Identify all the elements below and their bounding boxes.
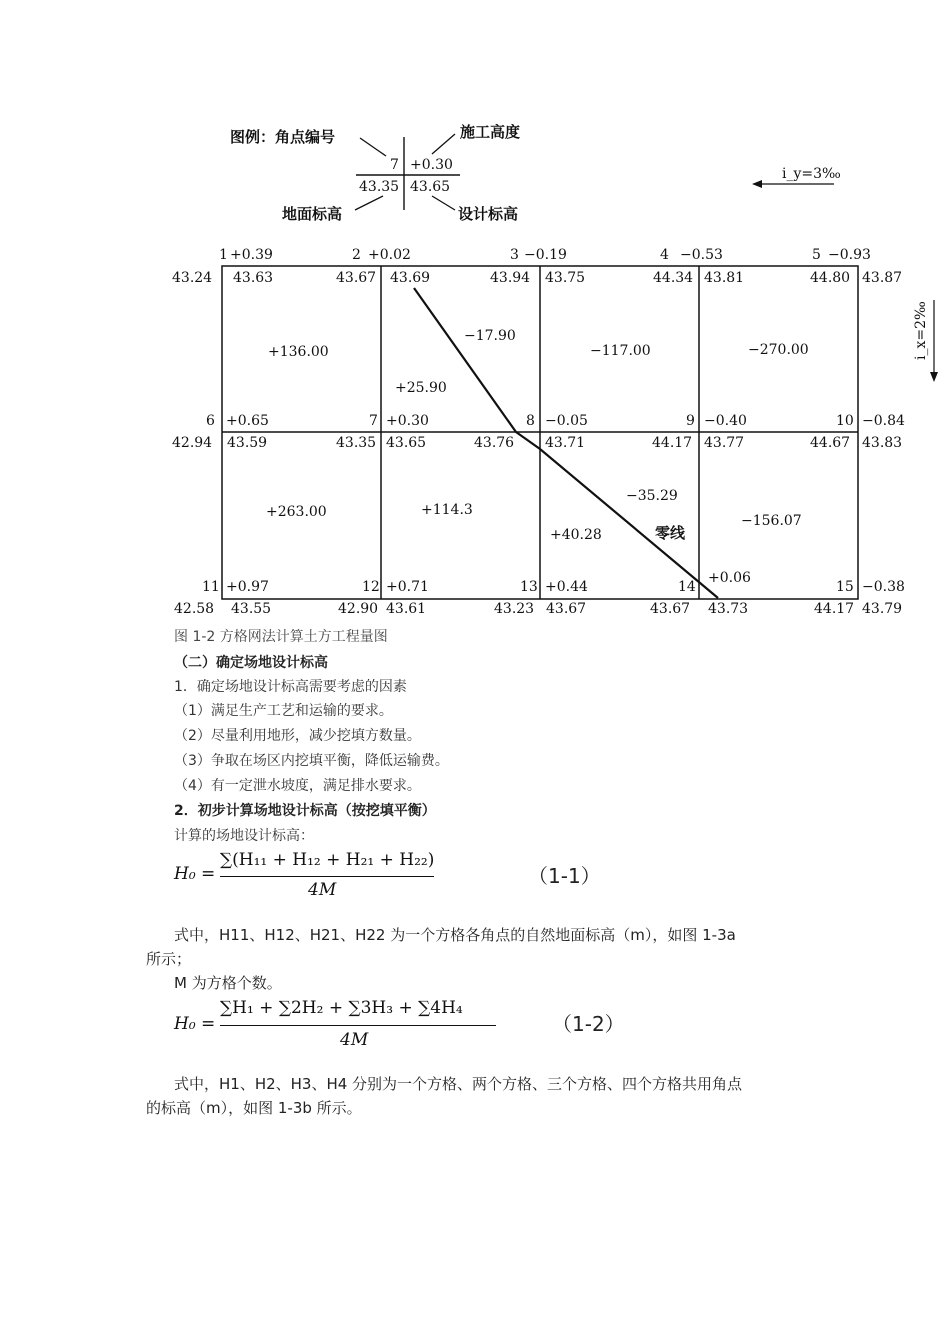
legend-title: 图例：角点编号 xyxy=(230,128,336,146)
zero-line-label: 零线 xyxy=(655,524,686,542)
section-title: （二）确定场地设计标高 xyxy=(174,655,328,671)
formula-2-fraction-bar xyxy=(220,1025,496,1026)
formula-1-numerator: ∑(H₁₁ + H₁₂ + H₂₁ + H₂₂) xyxy=(220,850,435,870)
point-id: 9 xyxy=(686,413,695,429)
point-id: 3 xyxy=(510,247,519,263)
point-ground: 43.76 xyxy=(474,435,515,451)
arrow-down-icon xyxy=(930,372,938,382)
volume-c7-fill: +40.28 xyxy=(550,527,602,543)
point-design: 43.61 xyxy=(386,601,427,617)
point-ground: 44.34 xyxy=(653,270,694,286)
volume-c4: −270.00 xyxy=(748,342,809,358)
volume-c8: −156.07 xyxy=(741,513,802,529)
point-id: 7 xyxy=(369,413,378,429)
explanation-m: M 为方格个数。 xyxy=(174,974,282,992)
point-id: 5 xyxy=(812,247,821,263)
legend-construction-height: 施工高度 xyxy=(460,123,521,141)
point-design: 43.71 xyxy=(545,435,586,451)
point-design: 43.67 xyxy=(546,601,587,617)
volume-c5: +263.00 xyxy=(266,504,327,520)
point-design: 43.69 xyxy=(390,270,431,286)
factor-item: （2）尽量利用地形，减少挖填方数量。 xyxy=(174,728,421,744)
point-height: −0.53 xyxy=(680,247,723,263)
point-design: 43.75 xyxy=(545,270,586,286)
volume-c6: +114.3 xyxy=(421,502,473,518)
point-id: 4 xyxy=(660,247,669,263)
legend xyxy=(230,123,520,223)
volume-c7-cut: −35.29 xyxy=(626,488,678,504)
point-height: −0.05 xyxy=(545,413,588,429)
volume-c2-fill: +25.90 xyxy=(395,380,447,396)
point-design: 43.55 xyxy=(231,601,272,617)
volume-c1: +136.00 xyxy=(268,344,329,360)
point-design: 43.59 xyxy=(227,435,268,451)
point-height: +0.30 xyxy=(386,413,429,429)
earthwork-grid-figure xyxy=(0,0,950,650)
point-ground: 43.24 xyxy=(172,270,213,286)
factor-item: （4）有一定泄水坡度，满足排水要求。 xyxy=(174,778,421,794)
legend-design-elevation: 设计标高 xyxy=(458,205,519,223)
explanation-1-line-1: 式中，H11、H12、H21、H22 为一个方格各角点的自然地面标高（m），如图 1-3a xyxy=(174,926,736,944)
point-height: +0.39 xyxy=(230,247,273,263)
point-height: +0.02 xyxy=(368,247,411,263)
point-height: +0.71 xyxy=(386,579,429,595)
slope-x-indicator xyxy=(913,300,938,382)
point-design: 43.63 xyxy=(233,270,274,286)
point-height: −0.84 xyxy=(862,413,905,429)
legend-sample-design: 43.65 xyxy=(410,179,451,195)
point-design: 43.77 xyxy=(704,435,745,451)
point-ground: 42.58 xyxy=(174,601,215,617)
point-id: 1 xyxy=(219,247,228,263)
formula-1-fraction-bar xyxy=(220,876,434,877)
point-height: +0.44 xyxy=(545,579,588,595)
point-id: 11 xyxy=(202,579,220,595)
legend-sample-number: 7 xyxy=(390,157,399,173)
point-height: −0.38 xyxy=(862,579,905,595)
formula-2-denominator: 4M xyxy=(340,1030,369,1050)
point-ground: 43.67 xyxy=(650,601,691,617)
factor-item: （3）争取在场区内挖填平衡，降低运输费。 xyxy=(174,753,449,769)
point-height: +0.65 xyxy=(226,413,269,429)
point-design: 43.83 xyxy=(862,435,903,451)
figure-caption: 图 1-2 方格网法计算土方工程量图 xyxy=(174,629,388,645)
point-height: +0.06 xyxy=(708,570,751,586)
point-height: −0.93 xyxy=(828,247,871,263)
point-id: 10 xyxy=(836,413,854,429)
point-ground: 43.94 xyxy=(490,270,531,286)
point-design: 43.81 xyxy=(704,270,745,286)
point-design: 43.79 xyxy=(862,601,903,617)
point-ground: 44.17 xyxy=(652,435,693,451)
point-ground: 44.67 xyxy=(810,435,851,451)
point-ground: 42.94 xyxy=(172,435,213,451)
grid-lines xyxy=(222,266,858,599)
factor-item: （1）满足生产工艺和运输的要求。 xyxy=(174,703,393,719)
formula-2-numerator: ∑H₁ + ∑2H₂ + ∑3H₃ + ∑4H₄ xyxy=(220,998,463,1018)
slope-y-label: i_y=3‰ xyxy=(782,166,841,182)
point-ground: 44.80 xyxy=(810,270,851,286)
formula-2-lhs: H₀ = xyxy=(174,1014,216,1034)
point-height: −0.19 xyxy=(524,247,567,263)
point-id: 12 xyxy=(362,579,380,595)
point-id: 2 xyxy=(352,247,361,263)
point-design: 43.65 xyxy=(386,435,427,451)
point-ground: 43.35 xyxy=(336,435,377,451)
arrow-left-icon xyxy=(752,180,762,188)
point-id: 14 xyxy=(678,579,696,595)
point-ground: 43.23 xyxy=(494,601,535,617)
volume-c3: −117.00 xyxy=(590,343,651,359)
point-design: 43.73 xyxy=(708,601,749,617)
point-design: 43.87 xyxy=(862,270,903,286)
point-id: 15 xyxy=(836,579,854,595)
volume-c2-cut: −17.90 xyxy=(464,328,516,344)
formula-1-lhs: H₀ = xyxy=(174,864,216,884)
factors-title: 1．确定场地设计标高需要考虑的因素 xyxy=(174,679,407,695)
explanation-1-line-2: 所示； xyxy=(146,950,192,968)
formula-2-number: （1-2） xyxy=(552,1012,625,1036)
point-height: −0.40 xyxy=(704,413,747,429)
legend-sample-ground: 43.35 xyxy=(359,179,400,195)
formula-1-denominator: 4M xyxy=(308,880,337,900)
point-id: 6 xyxy=(206,413,215,429)
point-id: 8 xyxy=(526,413,535,429)
legend-sample-height: +0.30 xyxy=(410,157,453,173)
point-ground: 44.17 xyxy=(814,601,855,617)
point-ground: 43.67 xyxy=(336,270,377,286)
point-height: +0.97 xyxy=(226,579,269,595)
slope-x-label: i_x=2‰ xyxy=(913,301,929,360)
slope-y-indicator xyxy=(752,166,841,188)
explanation-2-line-1: 式中，H1、H2、H3、H4 分别为一个方格、两个方格、三个方格、四个方格共用角点 xyxy=(174,1075,743,1093)
calc-intro: 计算的场地设计标高： xyxy=(174,828,314,844)
legend-ground-elevation: 地面标高 xyxy=(282,205,343,223)
point-id: 13 xyxy=(520,579,538,595)
formula-1-number: （1-1） xyxy=(528,864,601,888)
explanation-2-line-2: 的标高（m），如图 1-3b 所示。 xyxy=(146,1099,362,1117)
point-ground: 42.90 xyxy=(338,601,379,617)
calc-title: 2．初步计算场地设计标高（按挖填平衡） xyxy=(174,803,436,819)
